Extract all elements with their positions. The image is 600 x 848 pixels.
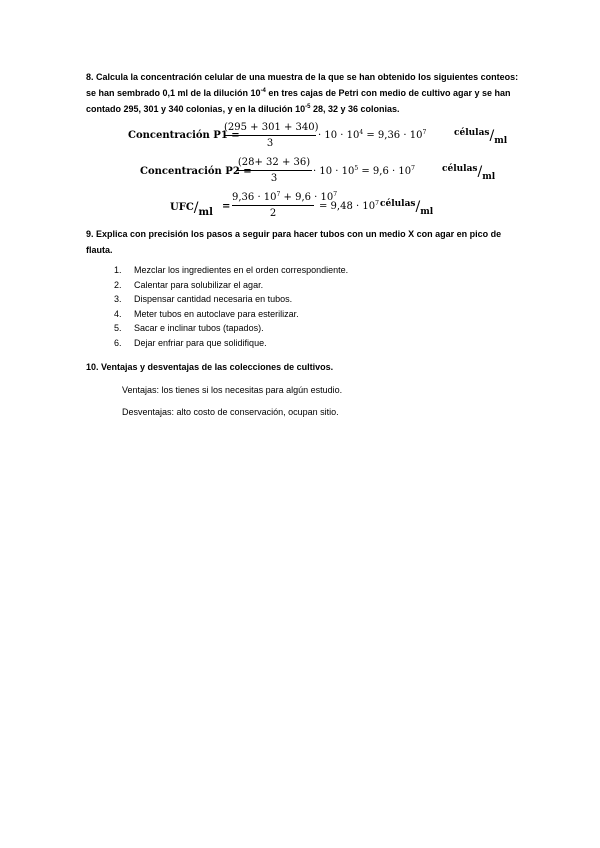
equation-p1-unit-top: células [454,128,490,138]
equation-p1-fraction [224,122,319,149]
equation-p2-unit [442,164,495,180]
equation-p2-unit-bottom: ml [482,172,496,182]
equation-ufc-equals: = [222,201,231,212]
question-10-title: 10. Ventajas y desventajas de las colecciones de cultivos. [86,362,334,372]
equation-ufc-unit [380,199,433,215]
question-9-steps [96,263,484,350]
equation-p1-result-exponent: 7 [422,129,427,136]
equation-ufc-numerator-a: 9,36 · 10 [232,192,277,203]
equation-ufc-unit-top: células [380,199,416,209]
equation-ufc-lhs-bottom: ml [198,207,213,218]
equation-p1-unit-bottom: ml [494,136,508,146]
equation-p1-numerator: (295 + 301 + 340) [224,122,319,133]
equation-ufc-fraction [232,191,338,219]
equation-ufc-lhs-top: UFC [170,202,194,213]
equation-p2-unit-top: células [442,164,478,174]
question-8-text-3: 28, 32 y 36 colonias. [310,104,400,114]
equation-p2-fraction-bar [236,170,312,171]
list-item: 6. Dejar enfriar para que solidifique. [124,336,484,351]
equation-ufc-unit-slash: / [415,199,421,215]
equation-ufc-numerator-exponent-2: 7 [333,191,338,198]
question-8-exponent-1: -4 [260,88,266,94]
equation-p2-result-exponent: 7 [411,165,415,172]
equation-p2-denominator: 3 [270,173,278,184]
equation-ufc-unit-bottom: ml [420,207,434,217]
equation-p2-fraction [236,157,312,184]
equation-ufc-result: = 9,48 · 10 [319,201,376,212]
equation-p1-lhs: Concentración P1 = [128,130,240,141]
equation-p2-result: = 9,6 · 10 [358,166,412,177]
equation-p2-numerator: (28+ 32 + 36) [237,157,311,168]
list-item: 1. Mezclar los ingredientes en el orden correspondiente. [124,263,484,278]
equation-p2-lhs: Concentración P2 = [140,166,252,177]
equation-p1-rhs [318,130,426,141]
equation-p1-exponent: 4 [359,129,364,136]
equation-ufc-lhs-slash: / [193,200,199,216]
list-item: 4. Meter tubos en autoclave para esterilizar. [124,307,484,322]
ventajas-paragraph: Ventajas: los tienes si los necesitas para algún estudio. [122,385,343,395]
equation-p1-unit-slash: / [489,128,495,144]
equation-p2-rhs [313,166,415,177]
desventajas-paragraph: Desventajas: alto costo de conservación, ocupan sitio. [122,407,339,417]
question-8-text-2: en tres cajas de Petri con medio de cultivo agar y se han contado 295, 301 y 340 colonias, y en la dilución 10 [86,88,511,114]
equation-p1-unit [454,128,507,144]
equation-p2-unit-slash: / [477,164,483,180]
question-9-title: 9. Explica con precisión los pasos a seguir para hacer tubos con un medio X con agar en pico de flauta. [86,229,502,255]
equation-ufc-numerator-exponent-1: 7 [276,191,281,198]
list-item: 5. Sacar e inclinar tubos (tapados). [124,321,484,336]
equation-p1-rhs-a: · 10 · 10 [318,130,360,141]
equation-ufc-lhs [170,200,213,216]
equation-p1-denominator: 3 [266,138,274,149]
equation-p1-fraction-bar [224,135,316,136]
equation-p2-exponent: 5 [354,165,359,172]
question-8-text-1: 8. Calcula la concentración celular de una muestra de la que se han obtenido los siguientes conteos: se han sembrado 0,1 ml de la dilución 10 [86,72,519,98]
equation-ufc-denominator: 2 [269,208,277,219]
equation-p2-rhs-a: · 10 · 10 [313,166,355,177]
question-8 [86,69,522,117]
list-item: 3. Dispensar cantidad necesaria en tubos. [124,292,484,307]
question-8-exponent-2: -5 [305,104,311,110]
equation-ufc-numerator-b: + 9,6 · 10 [280,192,334,203]
equation-p1-result: = 9,36 · 10 [363,130,423,141]
equation-ufc-rhs [319,201,379,212]
equation-ufc-numerator [232,191,338,203]
list-item: 2. Calentar para solubilizar el agar. [124,278,484,293]
equation-ufc-result-exponent: 7 [375,200,379,207]
equation-ufc-fraction-bar [232,205,314,206]
